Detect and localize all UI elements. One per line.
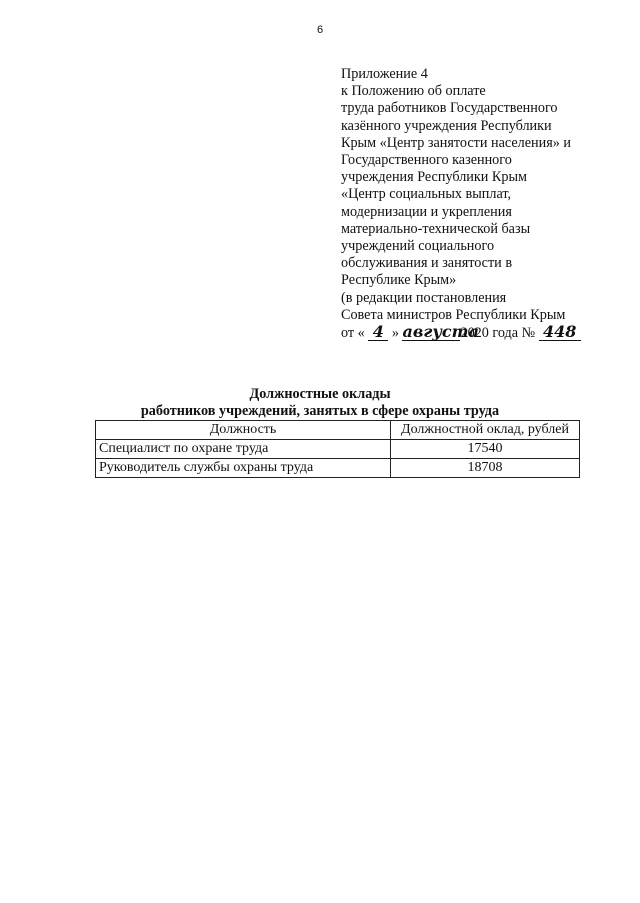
title-line-1: Должностные оклады xyxy=(249,386,391,402)
cell-salary: 17540 xyxy=(391,440,580,459)
appendix-line: Совета министров Республики Крым xyxy=(341,306,566,323)
page-number: 6 xyxy=(316,24,324,36)
appendix-line: модернизации и укрепления xyxy=(341,203,512,220)
appendix-line: «Центр социальных выплат, xyxy=(341,186,512,203)
cell-position: Специалист по охране труда xyxy=(96,440,391,459)
date-mid: » xyxy=(391,325,399,342)
appendix-line: к Положению об оплате xyxy=(341,83,486,100)
appendix-line: материально-технической базы xyxy=(341,220,531,237)
handwritten-month: августа xyxy=(402,322,479,342)
header-salary: Должностной оклад, рублей xyxy=(391,421,580,440)
appendix-line: казённого учреждения Республики xyxy=(341,117,552,134)
table-row xyxy=(96,459,580,478)
appendix-header xyxy=(341,66,631,344)
appendix-line: труда работников Государственного xyxy=(341,100,558,117)
appendix-line: учреждения Республики Крым xyxy=(341,169,527,186)
cell-position: Руководитель службы охраны труда xyxy=(96,459,391,478)
appendix-line: учреждений социального xyxy=(341,238,495,255)
table-row xyxy=(96,440,580,459)
cell-salary: 18708 xyxy=(391,459,580,478)
table-header-row xyxy=(96,421,580,440)
salary-table xyxy=(95,420,580,478)
header-position: Должность xyxy=(96,421,391,440)
date-prefix: от « xyxy=(341,325,365,342)
appendix-line: обслуживания и занятости в xyxy=(341,255,513,272)
appendix-line: Государственного казенного xyxy=(341,152,512,169)
appendix-line: (в редакции постановления xyxy=(341,289,507,306)
handwritten-day: 4 xyxy=(368,324,388,341)
resolution-date-line xyxy=(341,324,631,344)
table-title xyxy=(0,386,640,420)
handwritten-resolution-number: 448 xyxy=(539,324,581,341)
appendix-line: Республике Крым» xyxy=(341,272,457,289)
appendix-line: Крым «Центр занятости населения» и xyxy=(341,134,571,151)
title-line-2: работников учреждений, занятых в сфере охраны труда xyxy=(140,403,500,419)
appendix-line: Приложение 4 xyxy=(341,66,428,82)
date-year-text: 2020 года № xyxy=(460,325,536,342)
